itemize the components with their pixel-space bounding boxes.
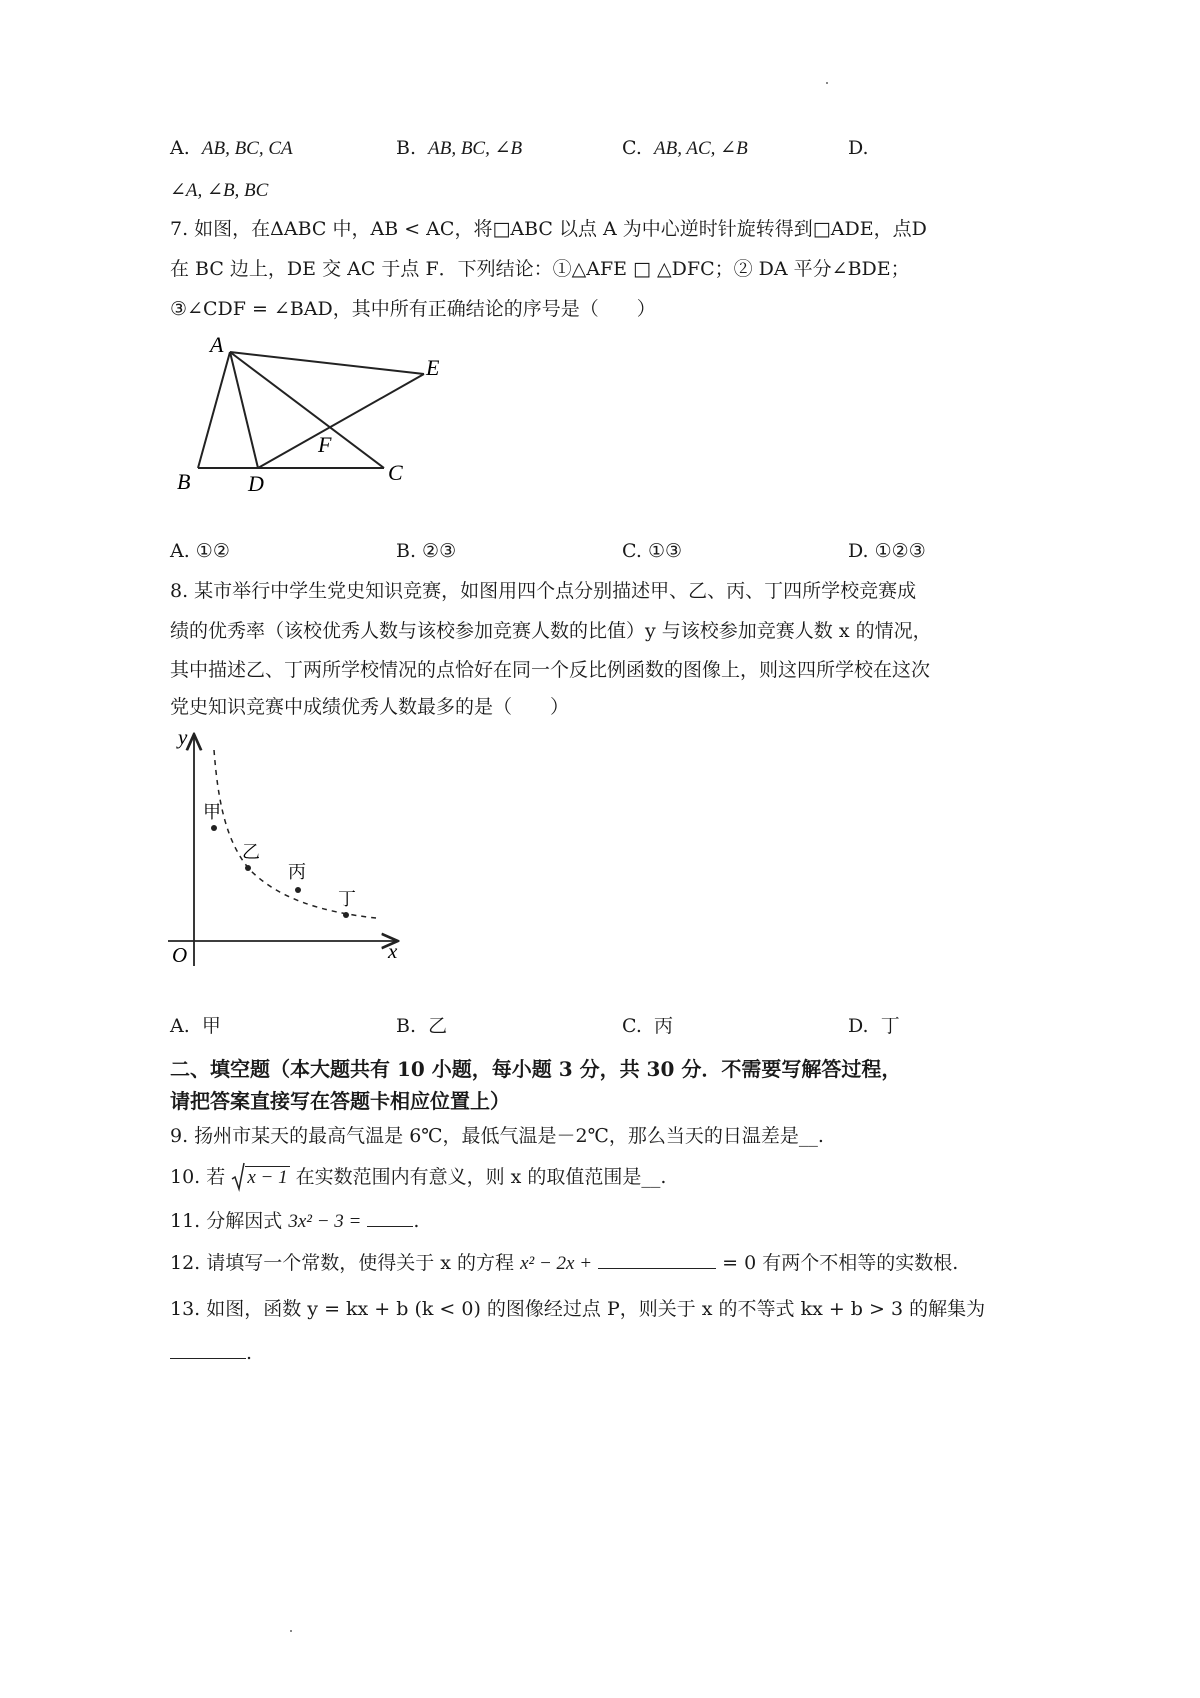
point-jia [211,825,217,831]
option-text: AB, AC, ∠B [654,138,748,159]
q12-line [170,1250,958,1277]
q6-option-a [170,135,293,162]
label-d: D [248,471,264,496]
point-ding [343,912,349,918]
q12-expression: x² − 2x + [520,1253,593,1274]
q8-line4: 党史知识竞赛中成绩优秀人数最多的是（ ） [170,696,570,718]
scan-speck [826,82,828,84]
q8-inverse-function-graph [160,722,420,972]
point-yi [245,865,251,871]
q11-line [170,1208,419,1235]
q7-triangle-figure [160,330,460,500]
q13-answer-blank[interactable] [170,1358,246,1359]
q6-option-d-text: ∠A, ∠B, BC [170,180,269,201]
q11-suffix: . [413,1210,420,1232]
scan-speck [290,1630,292,1632]
q8-line2: 绩的优秀率（该校优秀人数与该校参加竞赛人数的比值）y 与该校参加竞赛人数 x 的情况， [170,620,932,642]
option-label: B. [396,1015,417,1037]
q11-expression: 3x² − 3 = [288,1211,362,1232]
y-axis-label: y [178,725,188,749]
x-axis-label: x [388,939,398,963]
option-text: 乙 [428,1015,448,1037]
label-e: E [426,355,440,380]
origin-label: O [172,943,188,967]
q11-answer-blank[interactable] [367,1226,413,1227]
q8-option-a [170,1013,221,1039]
q8-option-b [396,1013,447,1039]
q7-line1: 7. 如图，在ΔABC 中，AB < AC，将□ABC 以点 A 为中心逆时针旋转得到□ADE，点D [170,218,927,240]
label-b: B [177,469,191,494]
q12-answer-blank[interactable] [598,1268,716,1269]
option-label: A. [170,137,190,159]
option-label: A. [170,1015,190,1037]
option-text: AB, BC, ∠B [428,138,523,159]
point-ding-label: 丁 [338,889,356,909]
point-bing [295,887,301,893]
q6-option-c [622,135,748,162]
q7-option-c: C. ①③ [622,540,683,562]
square-root [231,1164,289,1191]
q8-option-d [848,1013,900,1039]
option-text: 丙 [654,1015,674,1037]
q6-option-d [848,135,869,161]
q13-line1: 13. 如图，函数 y = kx + b (k < 0) 的图像经过点 P，则关于 x 的不等式 kx + b > 3 的解集为 [170,1298,986,1320]
section2-heading-line2: 请把答案直接写在答题卡相应位置上） [170,1089,510,1113]
q12-prefix: 12. 请填写一个常数，使得关于 x 的方程 [170,1252,515,1274]
section2-heading-line1: 二、填空题（本大题共有 10 小题，每小题 3 分，共 30 分．不需要写解答过程， [170,1057,902,1081]
segment-ab [198,352,230,468]
option-text: AB, BC, CA [201,138,293,159]
q7-line2: 在 BC 边上，DE 交 AC 于点 F．下列结论：①△AFE □ △DFC；② DA 平分∠BDE； [170,258,910,280]
q10-radicand: x − 1 [247,1167,288,1188]
radical-sign-icon [231,1162,245,1192]
option-label: B. [396,137,417,159]
q10-suffix: 在实数范围内有意义，则 x 的取值范围是__. [295,1166,667,1188]
option-label: D. [848,1015,869,1037]
q7-option-a: A. ①② [170,540,230,562]
option-label: D. [848,137,869,159]
q13-line2 [170,1340,252,1366]
q6-option-b [396,135,522,162]
label-a: A [210,332,224,357]
q9-text: 9. 扬州市某天的最高气温是 6℃，最低气温是－2℃，那么当天的日温差是__. [170,1125,824,1147]
segment-de [258,374,424,468]
point-bing-label: 丙 [288,862,306,882]
q8-line3: 其中描述乙、丁两所学校情况的点恰好在同一个反比例函数的图像上，则这四所学校在这次 [170,659,931,681]
q7-line3: ③∠CDF = ∠BAD，其中所有正确结论的序号是（ ） [170,298,656,320]
q10-line [170,1164,666,1191]
point-yi-label: 乙 [242,842,260,862]
q8-line1: 8. 某市举行中学生党史知识竞赛，如图用四个点分别描述甲、乙、丙、丁四所学校竞赛成 [170,580,917,602]
option-text: 丁 [880,1015,900,1037]
q13-suffix: . [246,1342,253,1364]
q11-prefix: 11. 分解因式 [170,1210,283,1232]
option-label: C. [622,1015,642,1037]
point-jia-label: 甲 [203,802,221,822]
option-text: 甲 [201,1015,221,1037]
q7-option-b: B. ②③ [396,540,457,562]
q12-suffix: = 0 有两个不相等的实数根. [722,1252,959,1274]
option-label: C. [622,137,642,159]
q10-prefix: 10. 若 [170,1166,226,1188]
q8-option-c [622,1013,673,1039]
q7-option-d: D. ①②③ [848,540,926,562]
label-f: F [318,432,332,457]
segment-ae [230,352,424,374]
label-c: C [388,460,403,485]
